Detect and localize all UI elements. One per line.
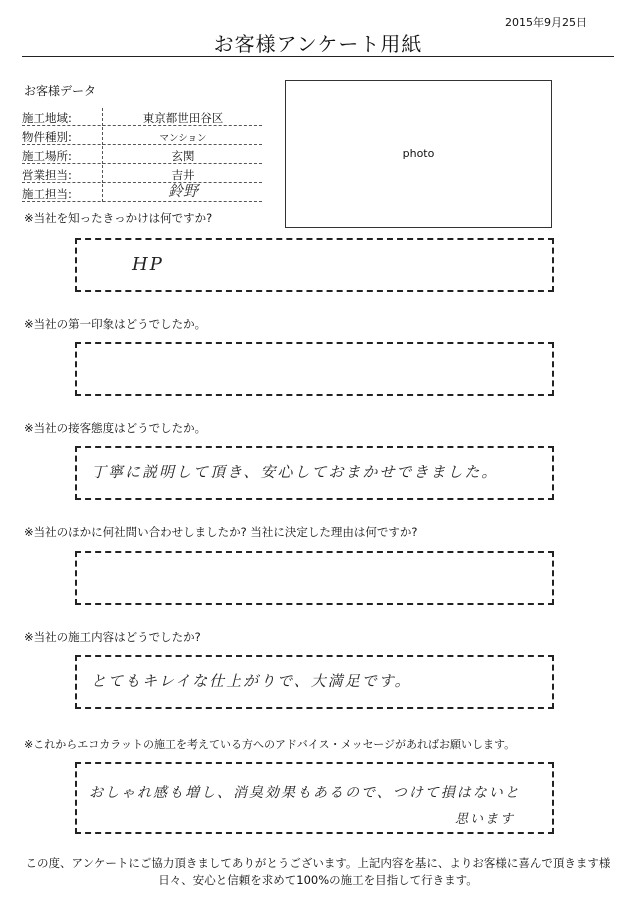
question-4: ※当社のほかに何社問い合わせしましたか? 当社に決定した理由は何ですか?	[24, 525, 418, 539]
answer-box-6	[75, 762, 554, 834]
row-underline	[22, 144, 262, 145]
data-row-location	[22, 146, 262, 164]
answer-5: とてもキレイな仕上がりで、大満足です。	[91, 672, 412, 690]
data-row-value: 東京都世田谷区	[142, 111, 224, 125]
answer-box-2	[75, 342, 554, 396]
row-underline	[22, 163, 262, 164]
row-separator	[102, 184, 103, 202]
answer-6: おしゃれ感も増し、消臭効果もあるので、つけて損はないと	[89, 785, 521, 801]
question-2: ※当社の第一印象はどうでしたか。	[24, 317, 207, 331]
data-row-label: 施工場所:	[22, 149, 72, 163]
photo-placeholder	[285, 80, 552, 228]
question-5: ※当社の施工内容はどうでしたか?	[24, 630, 201, 644]
answer-box-1	[75, 238, 554, 292]
data-row-label: 施工地域:	[22, 111, 72, 125]
answer-3: 丁寧に説明して頂き、安心しておまかせできました。	[91, 463, 499, 481]
survey-date: 2015年9月25日	[505, 16, 587, 29]
data-row-label: 物件種別:	[22, 130, 72, 144]
data-row-value: 玄関	[171, 149, 195, 163]
answer-box-5	[75, 655, 554, 709]
answer-6-line-2: 思います	[455, 812, 516, 827]
question-1: ※当社を知ったきっかけは何ですか?	[24, 211, 213, 225]
photo-label: photo	[402, 147, 435, 160]
title-underline	[22, 56, 614, 57]
answer-box-3	[75, 446, 554, 500]
page-title: お客様アンケート用紙	[213, 32, 423, 56]
row-separator	[102, 146, 103, 164]
data-row-value: マンション	[159, 133, 207, 144]
answer-1: HP	[132, 254, 164, 275]
customer-data-heading: お客様データ	[24, 84, 97, 98]
row-separator	[102, 127, 103, 145]
data-row-property-type	[22, 127, 262, 145]
data-row-label: 施工担当:	[22, 187, 72, 201]
data-row-label: 営業担当:	[22, 168, 72, 182]
row-separator	[102, 108, 103, 126]
footer-line-1: この度、アンケートにご協力頂きましてありがとうございます。上記内容を基に、よりお客様に喜んで頂きます様	[25, 856, 611, 870]
question-3: ※当社の接客態度はどうでしたか。	[24, 421, 207, 435]
footer-line-2: 日々、安心と信頼を求めて100%の施工を目指して行きます。	[158, 873, 478, 887]
row-underline	[22, 201, 262, 202]
data-row-value: 吉井	[171, 168, 195, 182]
data-row-area	[22, 108, 262, 126]
row-underline	[22, 125, 262, 126]
data-row-installer	[22, 184, 262, 202]
question-6: ※これからエコカラットの施工を考えている方へのアドバイス・メッセージがあればお願いします。	[24, 738, 516, 751]
answer-box-4	[75, 551, 554, 605]
row-separator	[102, 165, 103, 183]
installer-signature: 鈴野	[167, 182, 198, 200]
